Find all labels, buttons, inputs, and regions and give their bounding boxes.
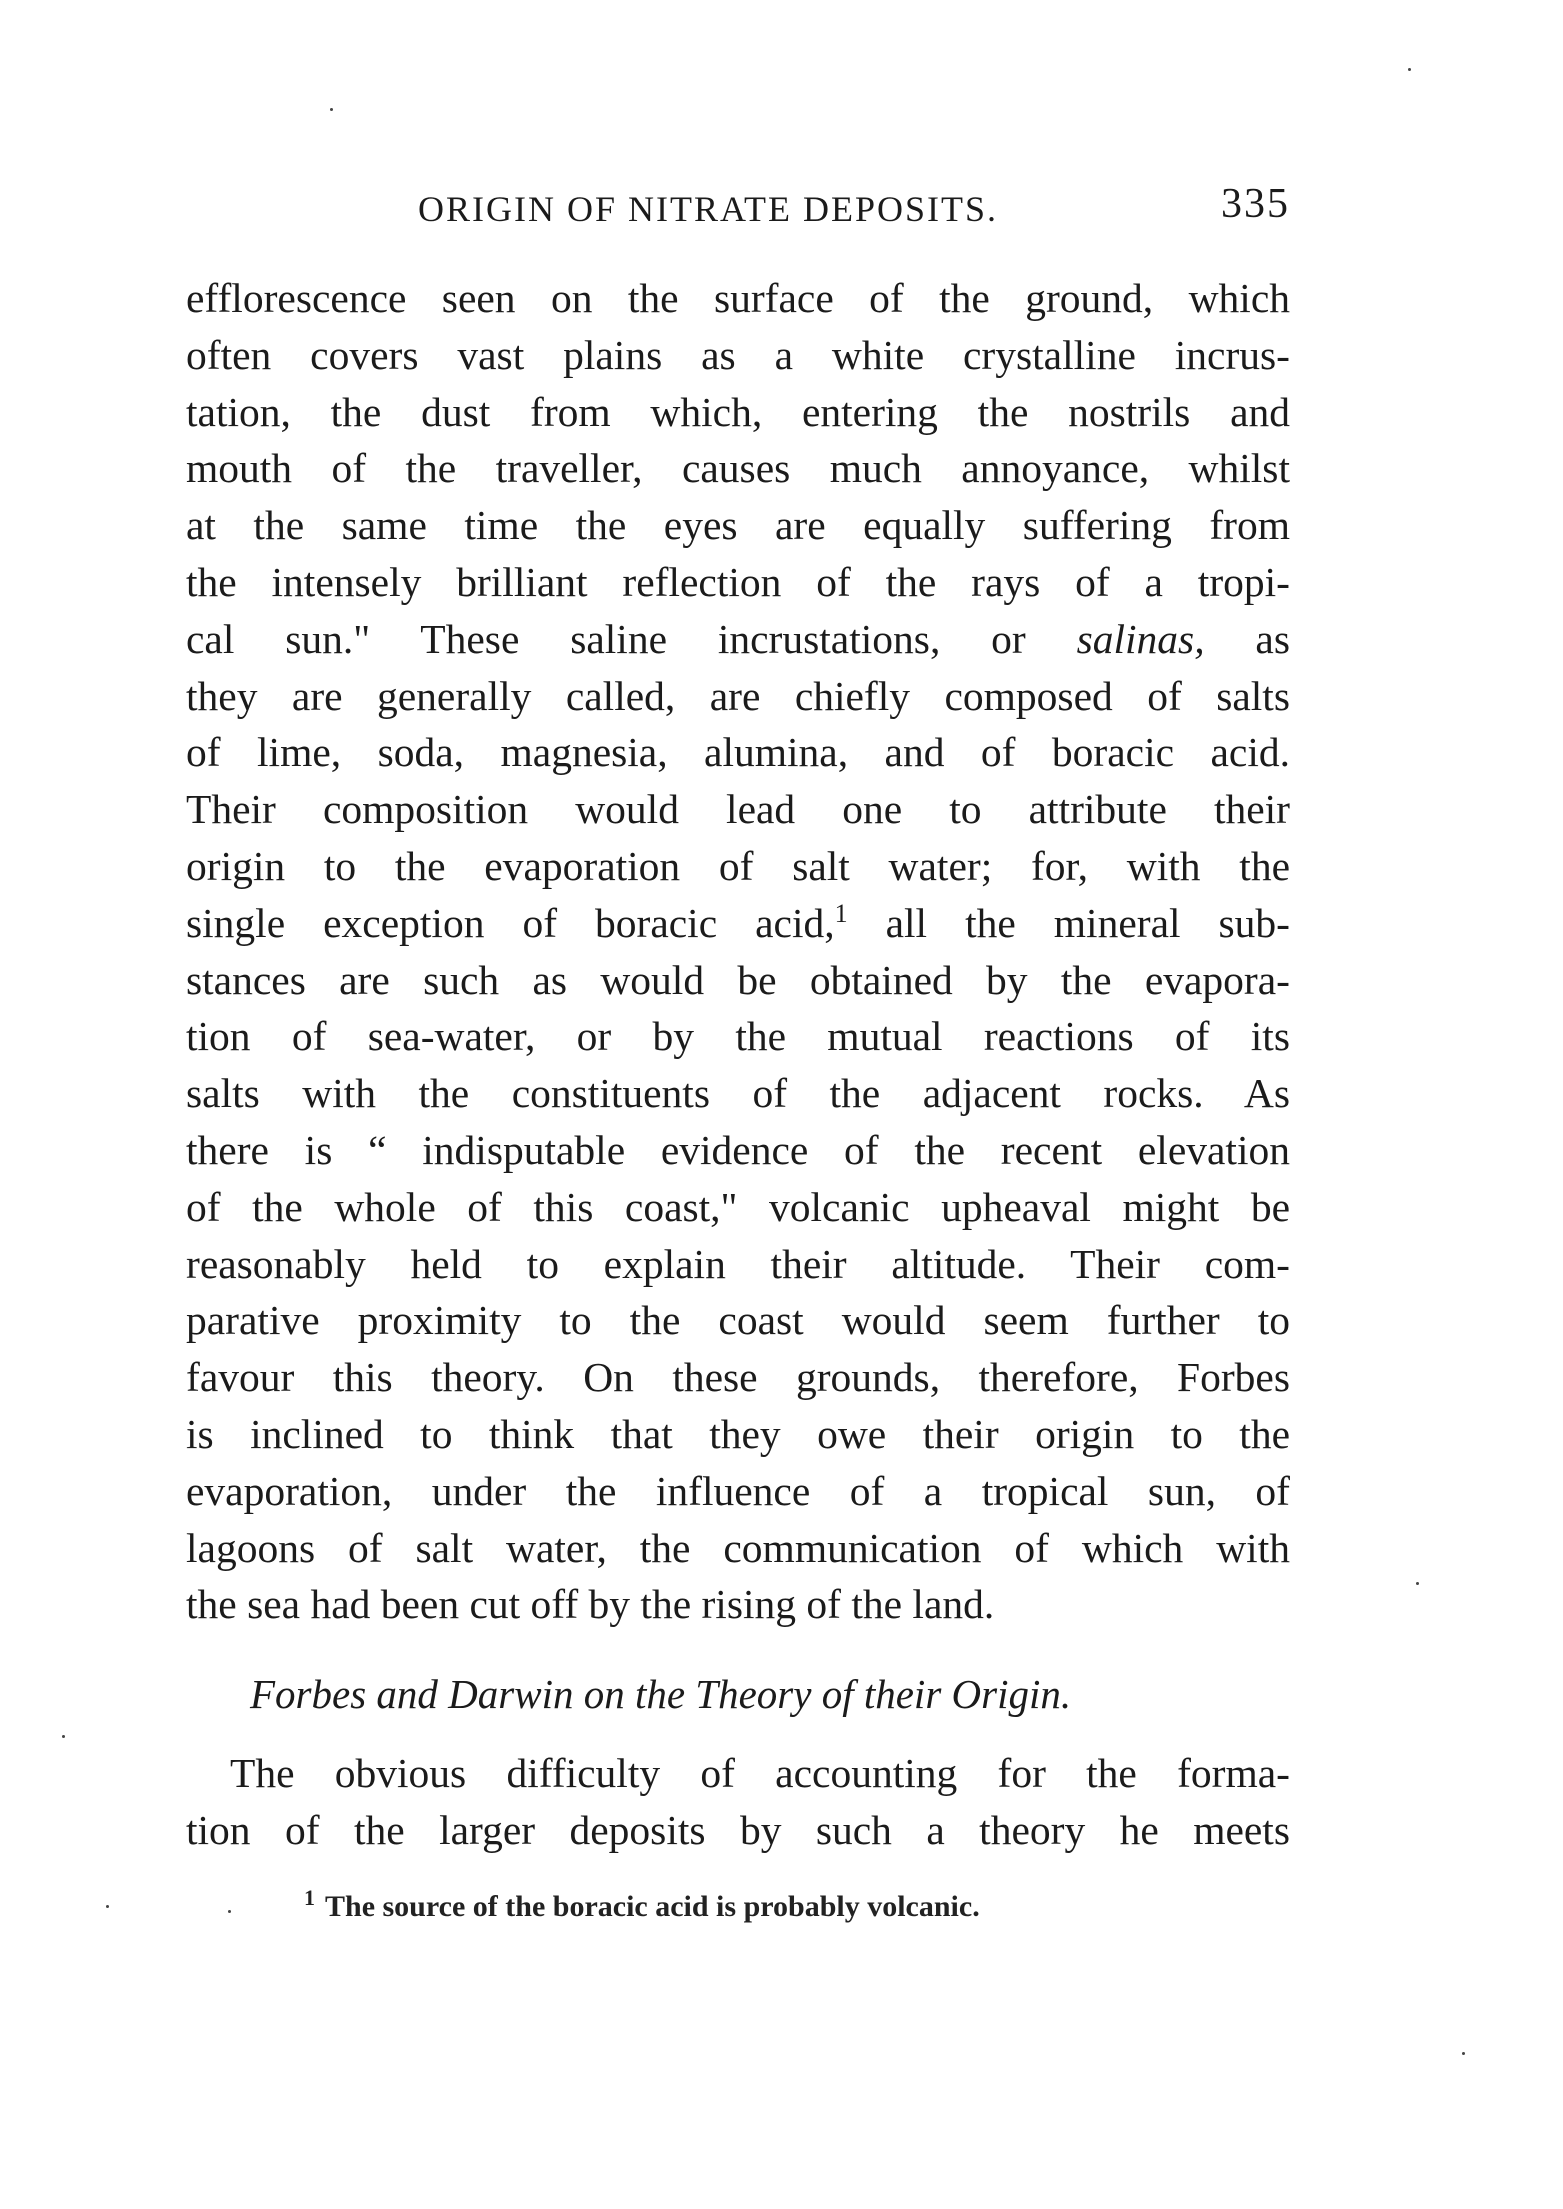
text-line: tion of sea-water, or by the mutual reactions of its <box>186 1013 1290 1060</box>
section-heading: Forbes and Darwin on the Theory of their Origin. <box>250 1671 1072 1717</box>
text-line: the sea had been cut off by the rising of the land. <box>186 1581 995 1628</box>
text-line: favour this theory. On these grounds, therefore, Forbes <box>186 1354 1290 1401</box>
text-segment: cal sun." These saline incrustations, or <box>186 615 1077 662</box>
text-line <box>186 895 1290 952</box>
page-number: 335 <box>1221 181 1290 227</box>
text-line: tation, the dust from which, entering the nostrils and <box>186 388 1290 435</box>
text-line: salts with the constituents of the adjacent rocks. As <box>186 1070 1290 1117</box>
paragraph-2 <box>186 1745 1290 1859</box>
scan-speck <box>330 108 333 111</box>
text-line: evaporation, under the influence of a tropical sun, of <box>186 1467 1290 1514</box>
running-head <box>186 180 1290 240</box>
footnote-marker: 1 <box>304 1885 315 1910</box>
text-line: efflorescence seen on the surface of the ground, which <box>186 275 1290 321</box>
text-line: at the same time the eyes are equally suffering from <box>186 502 1290 549</box>
scan-speck <box>1408 68 1411 71</box>
footnote-text: The source of the boracic acid is probably volcanic. <box>325 1890 980 1923</box>
text-line: origin to the evaporation of salt water; for, with the <box>186 842 1290 889</box>
text-line: The obvious difficulty of accounting for the forma- <box>230 1750 1290 1796</box>
text-line: they are generally called, are chiefly composed of salts <box>186 672 1290 719</box>
text-line: lagoons of salt water, the communication of which with <box>186 1524 1290 1571</box>
scan-speck <box>62 1735 65 1738</box>
paragraph-1 <box>186 270 1290 1633</box>
text-line: tion of the larger deposits by such a theory he meets <box>186 1806 1290 1853</box>
text-line: of the whole of this coast," volcanic upheaval might be <box>186 1183 1290 1230</box>
text-line: is inclined to think that they owe their origin to the <box>186 1410 1290 1457</box>
text-segment: as <box>1204 615 1290 662</box>
footnote <box>304 1885 980 1924</box>
text-segment: single exception of boracic acid, <box>186 899 835 946</box>
text-segment: all the mineral sub- <box>847 899 1290 946</box>
text-line: mouth of the traveller, causes much annoyance, whilst <box>186 445 1290 492</box>
scan-speck <box>106 1905 109 1908</box>
scan-speck <box>1416 1582 1419 1585</box>
text-line: the intensely brilliant reflection of the rays of a tropi- <box>186 558 1290 605</box>
text-line: parative proximity to the coast would seem further to <box>186 1297 1290 1344</box>
text-line <box>186 611 1290 668</box>
scan-speck <box>1462 2052 1465 2055</box>
italic-term-salinas: salinas, <box>1076 615 1205 662</box>
footnote-reference: 1 <box>834 898 848 928</box>
text-line: of lime, soda, magnesia, alumina, and of boracic acid. <box>186 729 1290 776</box>
text-line: Their composition would lead one to attribute their <box>186 786 1290 833</box>
text-line: there is “ indisputable evidence of the recent elevation <box>186 1126 1290 1173</box>
text-line: reasonably held to explain their altitude. Their com- <box>186 1240 1290 1287</box>
text-line: often covers vast plains as a white crystalline incrus- <box>186 331 1290 378</box>
text-line: stances are such as would be obtained by the evapora- <box>186 956 1290 1003</box>
running-title: ORIGIN OF NITRATE DEPOSITS. <box>418 189 999 229</box>
scan-speck <box>228 1910 231 1913</box>
